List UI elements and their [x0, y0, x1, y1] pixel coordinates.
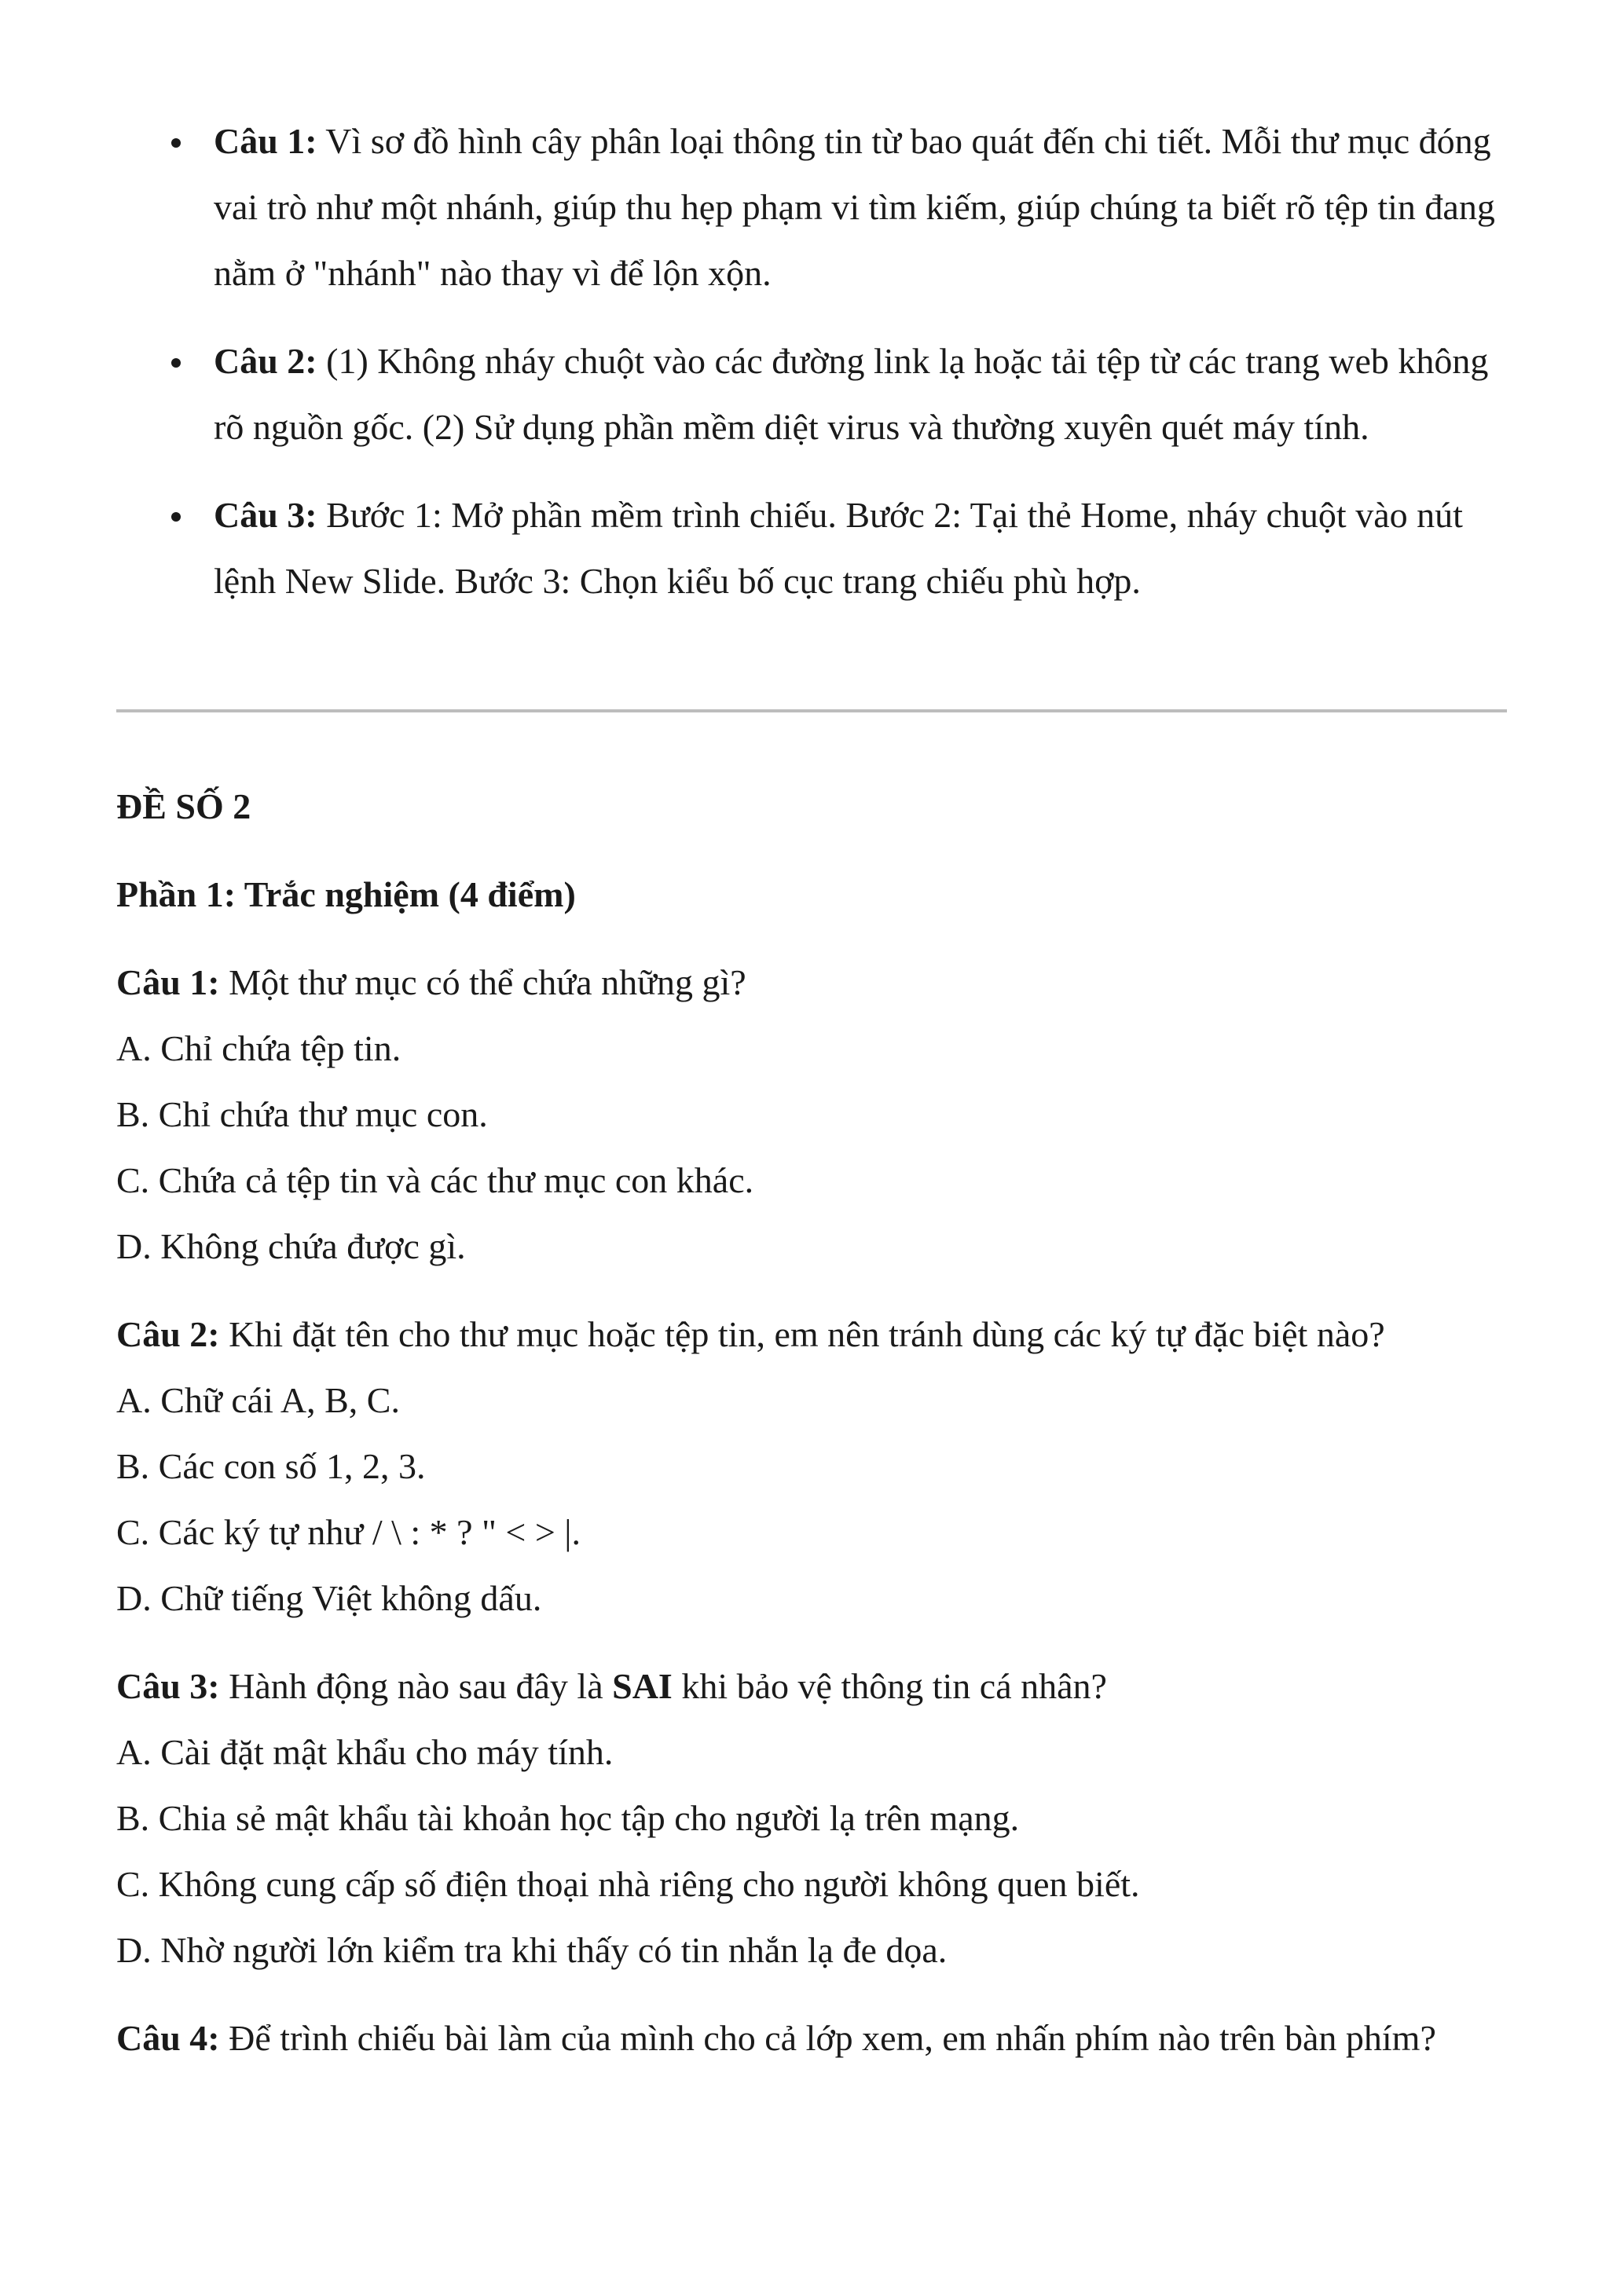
- question-text: Để trình chiếu bài làm của mình cho cả lớp xem, em nhấn phím nào trên bàn phím?: [219, 2018, 1436, 2058]
- question-label: Câu 1:: [116, 962, 220, 1002]
- bullet-icon: [171, 358, 181, 368]
- option-a: A. Chữ cái A, B, C.: [116, 1380, 400, 1420]
- answer-list: [214, 108, 1502, 636]
- question-emphasis: SAI: [612, 1666, 673, 1706]
- answer-text: Bước 1: Mở phần mềm trình chiếu. Bước 2: Tại thẻ Home, nháy chuột vào nút lệnh New Slide. Bước 3: Chọn kiểu bố cục trang chiếu phù hợp.: [214, 495, 1463, 601]
- option-c: C. Không cung cấp số điện thoại nhà riêng cho người không quen biết.: [116, 1864, 1140, 1904]
- answer-label: Câu 3:: [214, 495, 317, 535]
- question-stem: [116, 950, 1507, 1016]
- option-c: C. Chứa cả tệp tin và các thư mục con khác.: [116, 1160, 754, 1200]
- answer-label: Câu 1:: [214, 121, 317, 161]
- option-b: B. Chỉ chứa thư mục con.: [116, 1094, 488, 1134]
- section-divider: [116, 709, 1507, 712]
- answer-label: Câu 2:: [214, 341, 317, 381]
- question-stem: [116, 1653, 1507, 1719]
- question-text: Khi đặt tên cho thư mục hoặc tệp tin, em nên tránh dùng các ký tự đặc biệt nào?: [219, 1314, 1385, 1354]
- option-b: B. Các con số 1, 2, 3.: [116, 1446, 426, 1486]
- question-text-before: Hành động nào sau đây là: [219, 1666, 613, 1706]
- option-d: D. Nhờ người lớn kiểm tra khi thấy có tin nhắn lạ đe dọa.: [116, 1930, 948, 1970]
- option-d: D. Không chứa được gì.: [116, 1226, 466, 1266]
- question-label: Câu 4:: [116, 2018, 220, 2058]
- question-text: Một thư mục có thể chứa những gì?: [219, 962, 746, 1002]
- question-label: Câu 3:: [116, 1666, 220, 1706]
- question-block: [116, 2005, 1507, 2071]
- question-block: [116, 950, 1507, 1280]
- option-a: A. Chỉ chứa tệp tin.: [116, 1028, 401, 1068]
- answer-text: Vì sơ đồ hình cây phân loại thông tin từ bao quát đến chi tiết. Mỗi thư mục đóng vai trò như một nhánh, giúp thu hẹp phạm vi tìm kiếm, giúp chúng ta biết rõ tệp tin đang nằm ở "nhánh" nào thay vì để lộn xộn.: [214, 121, 1495, 293]
- answer-text: (1) Không nháy chuột vào các đường link lạ hoặc tải tệp từ các trang web không rõ nguồn gốc. (2) Sử dụng phần mềm diệt virus và thường xuyên quét máy tính.: [214, 341, 1489, 447]
- option-b: B. Chia sẻ mật khẩu tài khoản học tập cho người lạ trên mạng.: [116, 1798, 1020, 1838]
- bullet-icon: [171, 138, 181, 148]
- option-c: C. Các ký tự như / \ : * ? " < > |.: [116, 1512, 581, 1552]
- part-title: Phần 1: Trắc nghiệm (4 điểm): [116, 874, 576, 914]
- answer-item: [214, 328, 1502, 460]
- question-block: [116, 1302, 1507, 1631]
- exam-title: ĐỀ SỐ 2: [116, 786, 251, 826]
- exam-content: [116, 774, 1507, 2093]
- question-stem: [116, 2005, 1507, 2071]
- question-text-after: khi bảo vệ thông tin cá nhân?: [672, 1666, 1107, 1706]
- question-block: [116, 1653, 1507, 1983]
- answer-item: [214, 482, 1502, 614]
- bullet-icon: [171, 512, 181, 522]
- question-label: Câu 2:: [116, 1314, 220, 1354]
- option-a: A. Cài đặt mật khẩu cho máy tính.: [116, 1732, 614, 1772]
- answer-item: [214, 108, 1502, 306]
- question-stem: [116, 1302, 1507, 1368]
- option-d: D. Chữ tiếng Việt không dấu.: [116, 1578, 542, 1618]
